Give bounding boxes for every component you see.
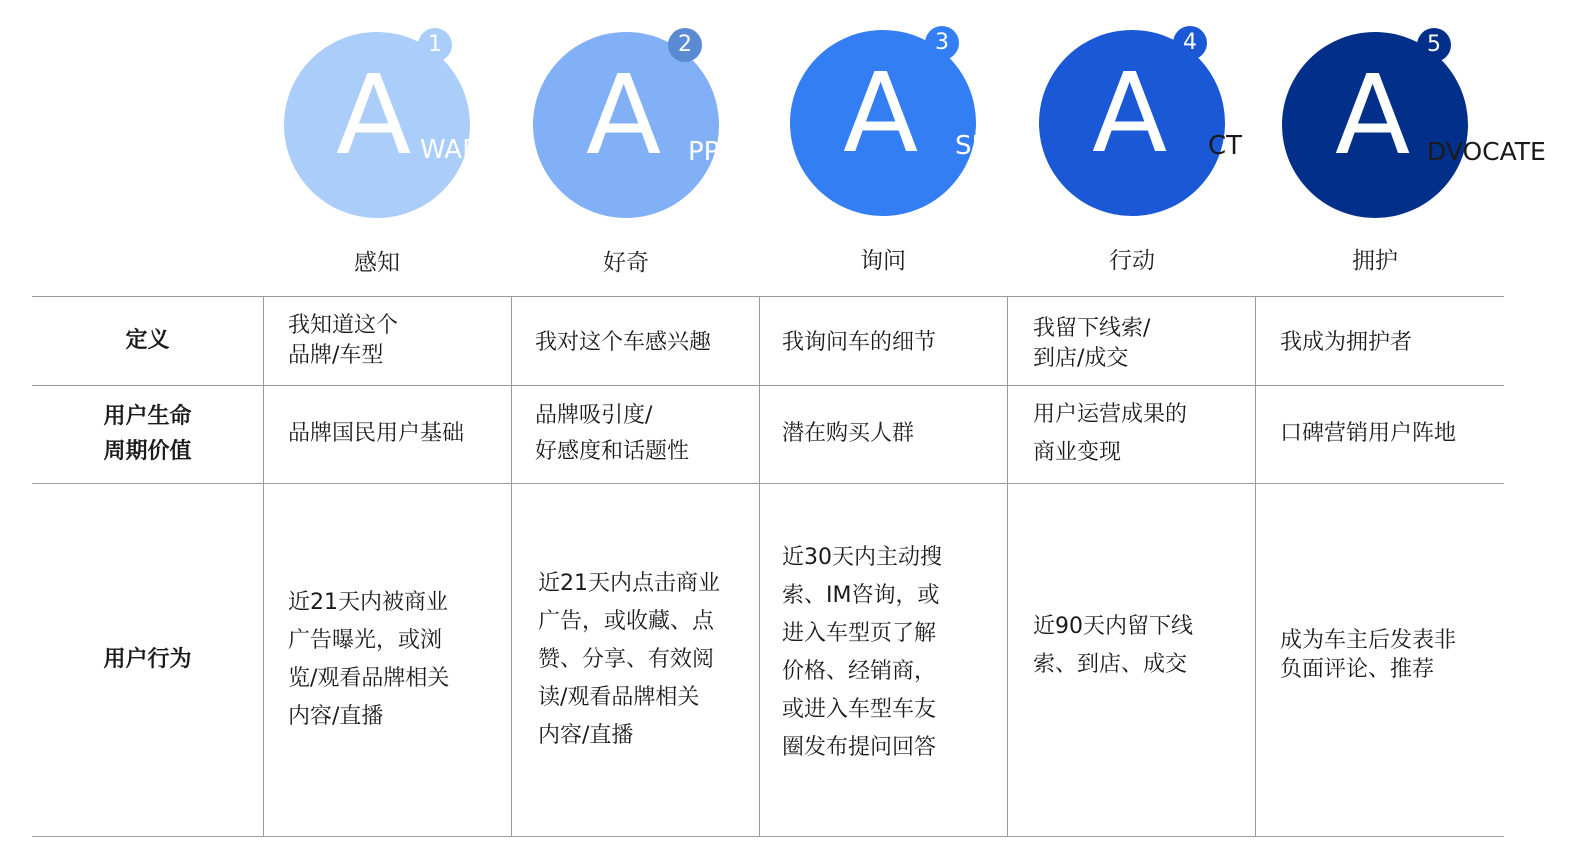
- table-cell: 成为车主后发表非 负面评论、推荐: [1280, 627, 1457, 682]
- table-cell: 口碑营销用户阵地: [1280, 421, 1457, 446]
- stage-suffix: WARE: [420, 135, 497, 165]
- stage-letter: A: [336, 51, 412, 179]
- stage-letter: A: [586, 51, 662, 179]
- stage-letter: A: [1335, 51, 1411, 179]
- stage-number-badge: 1: [418, 28, 452, 62]
- stage-label: 询问: [860, 248, 906, 274]
- table-cell: 潜在购买人群: [782, 421, 915, 446]
- column-divider: [511, 296, 512, 837]
- table-cell: 我对这个车感兴趣: [535, 329, 712, 355]
- funnel-table: [32, 296, 1504, 837]
- column-divider: [759, 296, 760, 837]
- table-cell: 近21天内点击商业 广告，或收藏、点 赞、分享、有效阅 读/观看品牌相关 内容/直播: [538, 570, 720, 748]
- stage-label: 拥护: [1352, 248, 1398, 274]
- table-cell: 我留下线索/ 到店/成交: [1033, 315, 1151, 371]
- stage-letter: A: [1092, 49, 1168, 177]
- stage-label: 行动: [1109, 248, 1155, 274]
- row-label-lifecycle-value: 用户生命 周期价值: [103, 404, 192, 464]
- table-cell: 我成为拥护者: [1280, 329, 1413, 355]
- stage-number-badge: 5: [1417, 28, 1451, 62]
- stage-label: 感知: [354, 250, 400, 276]
- stage-number-badge: 3: [925, 26, 959, 60]
- stage-number-badge: 2: [668, 28, 702, 62]
- table-border-bottom: [32, 836, 1504, 837]
- stage-letter: A: [843, 49, 919, 177]
- stage-suffix: CT: [1208, 131, 1243, 161]
- column-divider: [1007, 296, 1008, 837]
- table-cell: 品牌吸引度/ 好感度和话题性: [535, 403, 690, 464]
- table-cell: 近90天内留下线 索、到店、成交: [1033, 614, 1193, 677]
- table-cell: 我知道这个 品牌/车型: [288, 312, 399, 368]
- column-divider: [1255, 296, 1256, 837]
- stage-number-badge: 4: [1173, 26, 1207, 60]
- stage-suffix: DVOCATE: [1427, 137, 1546, 166]
- stage-label: 好奇: [603, 250, 649, 276]
- stage-suffix: PPEAL: [688, 137, 769, 167]
- row-label-definition: 定义: [125, 328, 170, 353]
- column-divider: [263, 296, 264, 837]
- row-label-user-behavior: 用户行为: [103, 647, 192, 672]
- table-cell: 近21天内被商业 广告曝光，或浏 览/观看品牌相关 内容/直播: [288, 589, 450, 729]
- stage-suffix: SK: [955, 131, 989, 161]
- table-cell: 用户运营成果的 商业变现: [1033, 402, 1188, 465]
- table-cell: 我询问车的细节: [782, 329, 937, 355]
- table-cell: 品牌国民用户基础: [288, 421, 465, 446]
- table-cell: 近30天内主动搜 索、IM咨询，或 进入车型页了解 价格、经销商， 或进入车型车友 圈发布提问回答: [782, 545, 942, 760]
